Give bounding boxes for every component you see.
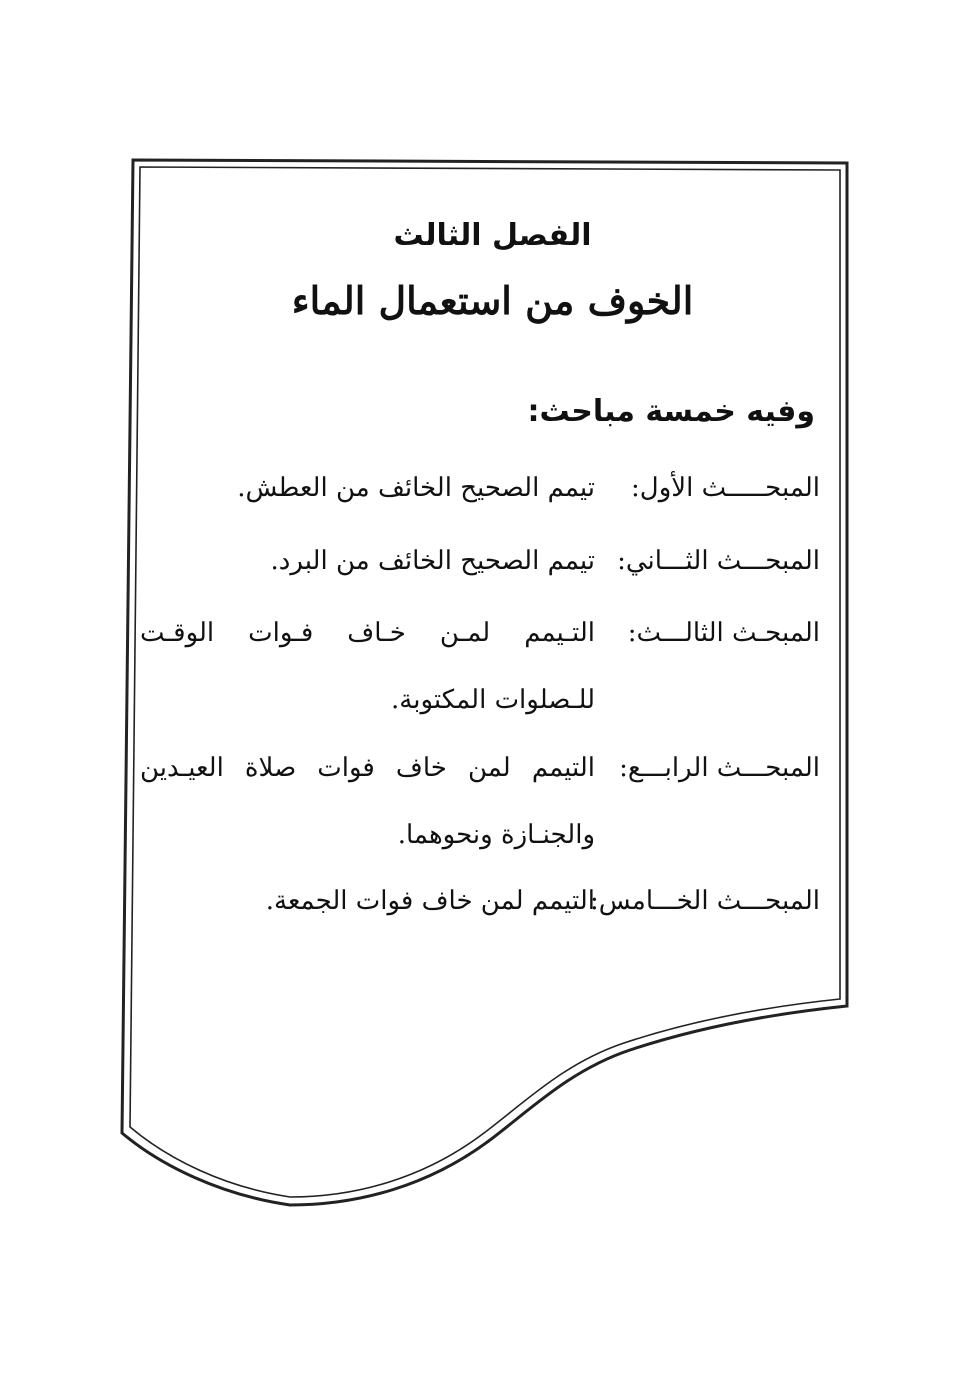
section-label: المبحـــث الخـــامس: bbox=[590, 886, 820, 916]
section-label: المبحـــث الرابـــع: bbox=[619, 753, 820, 783]
section-row-3 bbox=[140, 600, 820, 734]
section-row-2 bbox=[140, 528, 820, 595]
section-text: التيمم لمن خاف فوات الجمعة. bbox=[265, 886, 595, 916]
chapter-label: الفصل الثالث bbox=[393, 218, 592, 253]
chapter-title: الخوف من استعمال الماء bbox=[291, 278, 694, 323]
section-label: المبحـــــث الأول: bbox=[631, 473, 820, 503]
section-row-1 bbox=[140, 455, 820, 522]
section-row-5 bbox=[140, 868, 820, 935]
section-label: المبحـــث الثـــاني: bbox=[617, 546, 820, 576]
section-text: التيمم لمن خاف فوات صلاة العيـدين والجنـازة ونحوهما. bbox=[140, 753, 595, 850]
section-text: التـيمم لمـن خـاف فـوات الوقـت للـصلوات المكتوبة. bbox=[140, 618, 595, 715]
section-label: المبحـث الثالـــث: bbox=[627, 618, 820, 648]
intro-line: وفيه خمسة مباحث: bbox=[527, 394, 815, 429]
section-text: تيمم الصحيح الخائف من البرد. bbox=[270, 546, 595, 576]
section-text: تيمم الصحيح الخائف من العطش. bbox=[237, 473, 595, 503]
section-row-4 bbox=[140, 735, 820, 869]
